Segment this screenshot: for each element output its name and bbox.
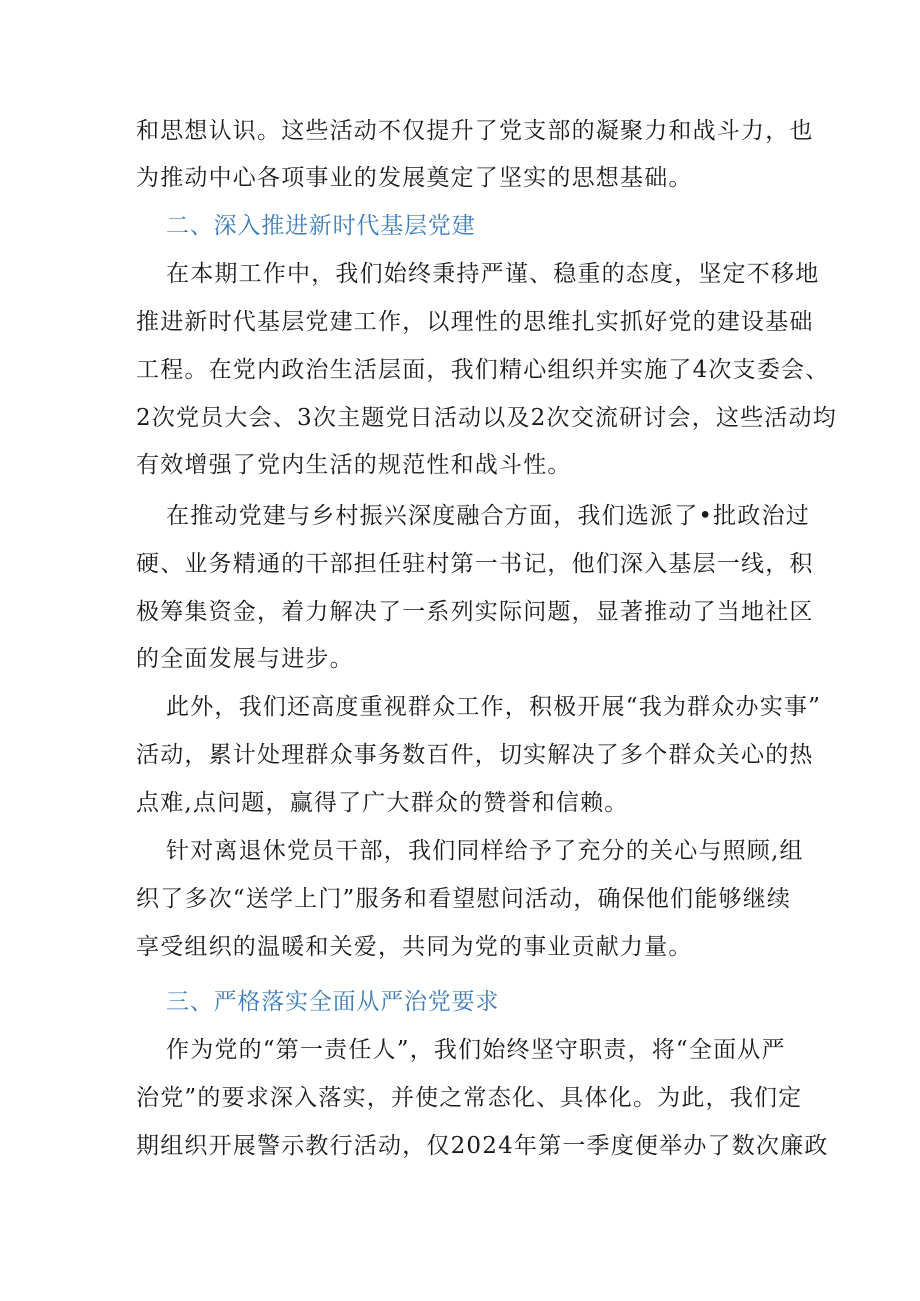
paragraph-line: 活动，累计处理群众事务数百件，切实解决了多个群众关心的热 (136, 742, 814, 768)
paragraph-line: 极筹集资金，着力解决了一系列实际问题，显著推动了当地社区 (136, 599, 814, 625)
paragraph-line: 在推动党建与乡村振兴深度融合方面，我们选派了•批政治过 (166, 503, 810, 529)
paragraph-line: 硬、业务精通的干部担任驻村第一书记，他们深入基层一线，积 (136, 551, 814, 577)
section-heading-2: 二、深入推进新时代基层党建 (166, 213, 476, 239)
paragraph-line: 工程。在党内政治生活层面，我们精心组织并实施了4次支委会、 (136, 357, 830, 383)
paragraph-line: 点难,点问题，赢得了广大群众的赞誉和信赖。 (136, 790, 629, 816)
paragraph-line: 的全面发展与进步。 (136, 646, 354, 672)
paragraph-line: 为推动中心各项事业的发展奠定了坚实的思想基础。 (136, 165, 693, 191)
paragraph-line: 织了多次“送学上门”服务和看望慰问活动，确保他们能够继续 (136, 886, 792, 912)
paragraph-line: 和思想认识。这些活动不仅提升了党支部的凝聚力和战斗力，也 (136, 118, 814, 144)
paragraph-line: 2次党员大会、3次主题党日活动以及2次交流研讨会，这些活动均 (136, 405, 837, 431)
paragraph-line: 有效增强了党内生活的规范性和战斗性。 (136, 452, 572, 478)
paragraph-line: 推进新时代基层党建工作，以理性的思维扎实抓好党的建设基础 (136, 309, 814, 335)
paragraph-line: 此外，我们还高度重视群众工作，积极开展“我为群众办实事” (166, 694, 822, 720)
paragraph-line: 作为党的“第一责任人”，我们始终坚守职责，将“全面从严 (166, 1037, 786, 1063)
paragraph-line: 治党”的要求深入落实，并使之常态化、具体化。为此，我们定 (136, 1085, 803, 1111)
section-heading-3: 三、严格落实全面从严治党要求 (166, 989, 500, 1015)
paragraph-line: 享受组织的温暖和关爱，共同为党的事业贡献力量。 (136, 934, 693, 960)
paragraph-line: 期组织开展警示教行活动，仅2024年第一季度便举办了数次廉政 (136, 1133, 829, 1159)
paragraph-line: 在本期工作中，我们始终秉持严谨、稳重的态度，坚定不移地 (166, 261, 820, 287)
paragraph-line: 针对离退休党员干部，我们同样给予了充分的关心与照顾,组 (166, 838, 804, 864)
